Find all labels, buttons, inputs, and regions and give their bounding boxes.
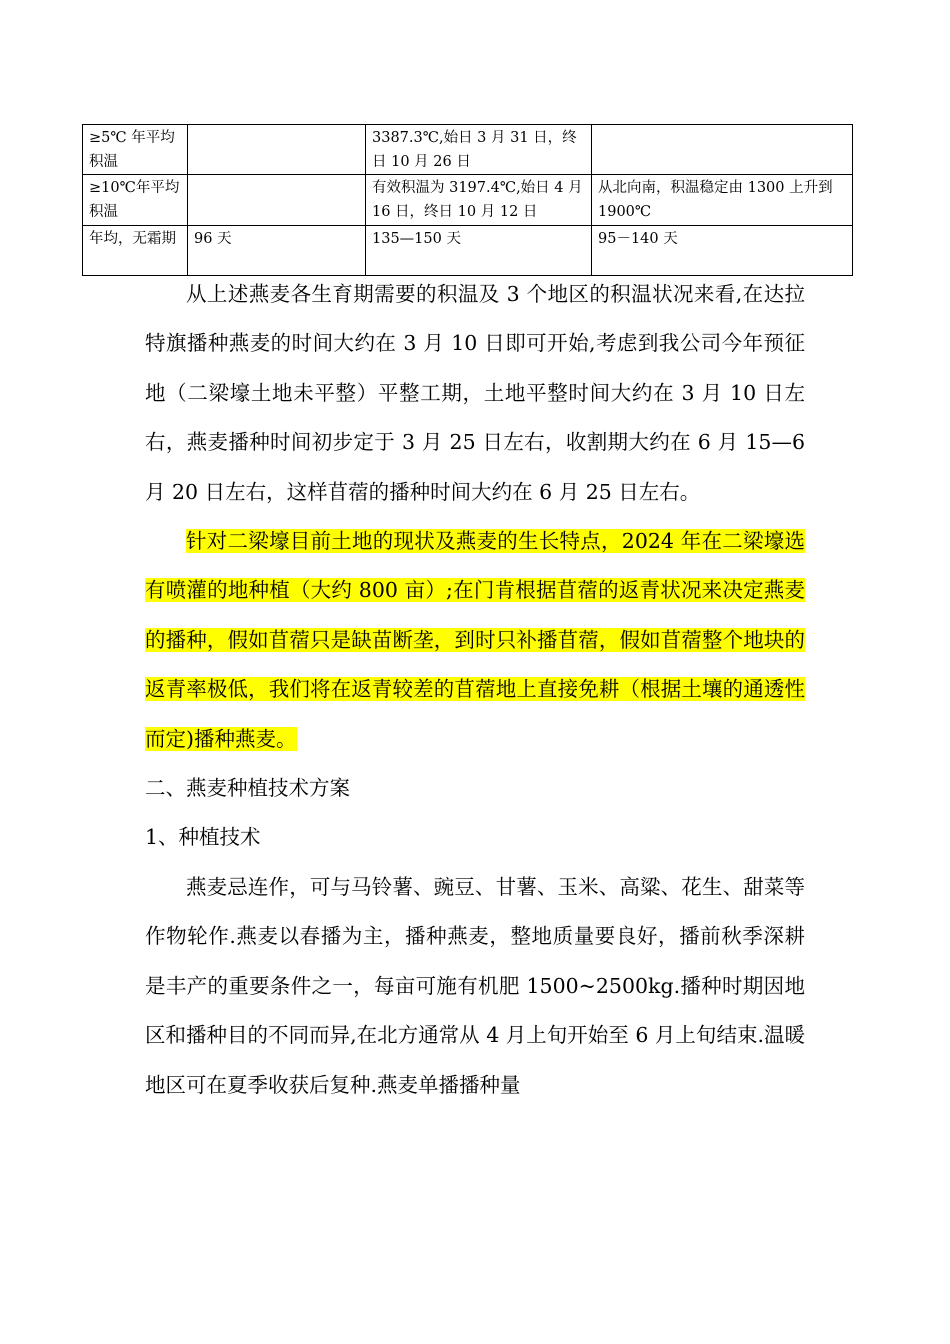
table-row (83, 125, 853, 175)
body-text (145, 270, 805, 1110)
paragraph-sowing-schedule: 从上述燕麦各生育期需要的积温及 3 个地区的积温状况来看,在达拉特旗播种燕麦的时间大约在 3 月 10 日即可开始,考虑到我公司今年预征地（二梁壕土地未平整）平整工期，土地平整时间大约在 3 月 10 日左右，燕麦播种时间初步定于 3 月 25 日左右，收割期大约在 6 月 15—6 月 20 日左右，这样苜蓿的播种时间大约在 6 月 25 日左右。 (145, 282, 805, 504)
subsection-heading: 1、种植技术 (145, 825, 261, 850)
paragraph-planting-technique: 燕麦忌连作，可与马铃薯、豌豆、甘薯、玉米、高粱、花生、甜菜等作物轮作.燕麦以春播为主，播种燕麦，整地质量要良好，播前秋季深耕是丰产的重要条件之一，每亩可施有机肥 1500~2500kg.播种时期因地区和播种目的不同而异,在北方通常从 4 月上旬开始至 6 月上旬结束.温暖地区可在夏季收获后复种.燕麦单播播种量 (145, 874, 805, 1097)
table-cell: 95－140 天 (592, 226, 853, 276)
table-cell: 3387.3℃,始日 3 月 31 日，终日 10 月 26 日 (366, 125, 592, 175)
accumulated-temperature-table (82, 124, 853, 276)
highlighted-text: 针对二梁壕目前土地的现状及燕麦的生长特点，2024 年在二梁壕选有喷灌的地种植（大约 800 亩）;在门肯根据苜蓿的返青状况来决定燕麦的播种，假如苜蓿只是缺苗断垄，到时只补播苜蓿，假如苜蓿整个地块的返青率极低，我们将在返青较差的苜蓿地上直接免耕（根据土壤的通透性而定)播种燕麦。 (145, 529, 805, 751)
table-cell: 96 天 (188, 226, 366, 276)
table-row (83, 226, 853, 276)
table-row (83, 175, 853, 226)
table-cell (592, 125, 853, 175)
table-cell (188, 175, 366, 226)
table-cell: 135—150 天 (366, 226, 592, 276)
table-cell-label: ≥5℃ 年平均积温 (83, 125, 188, 175)
table-cell (188, 125, 366, 175)
table-cell-label: 年均，无霜期 (83, 226, 188, 276)
table-cell: 从北向南，积温稳定由 1300 上升到 1900℃ (592, 175, 853, 226)
table-cell: 有效积温为 3197.4℃,始日 4 月 16 日，终日 10 月 12 日 (366, 175, 592, 226)
section-heading: 二、燕麦种植技术方案 (145, 776, 350, 801)
paragraph-planting-plan (145, 517, 805, 764)
table-cell-label: ≥10℃年平均积温 (83, 175, 188, 226)
